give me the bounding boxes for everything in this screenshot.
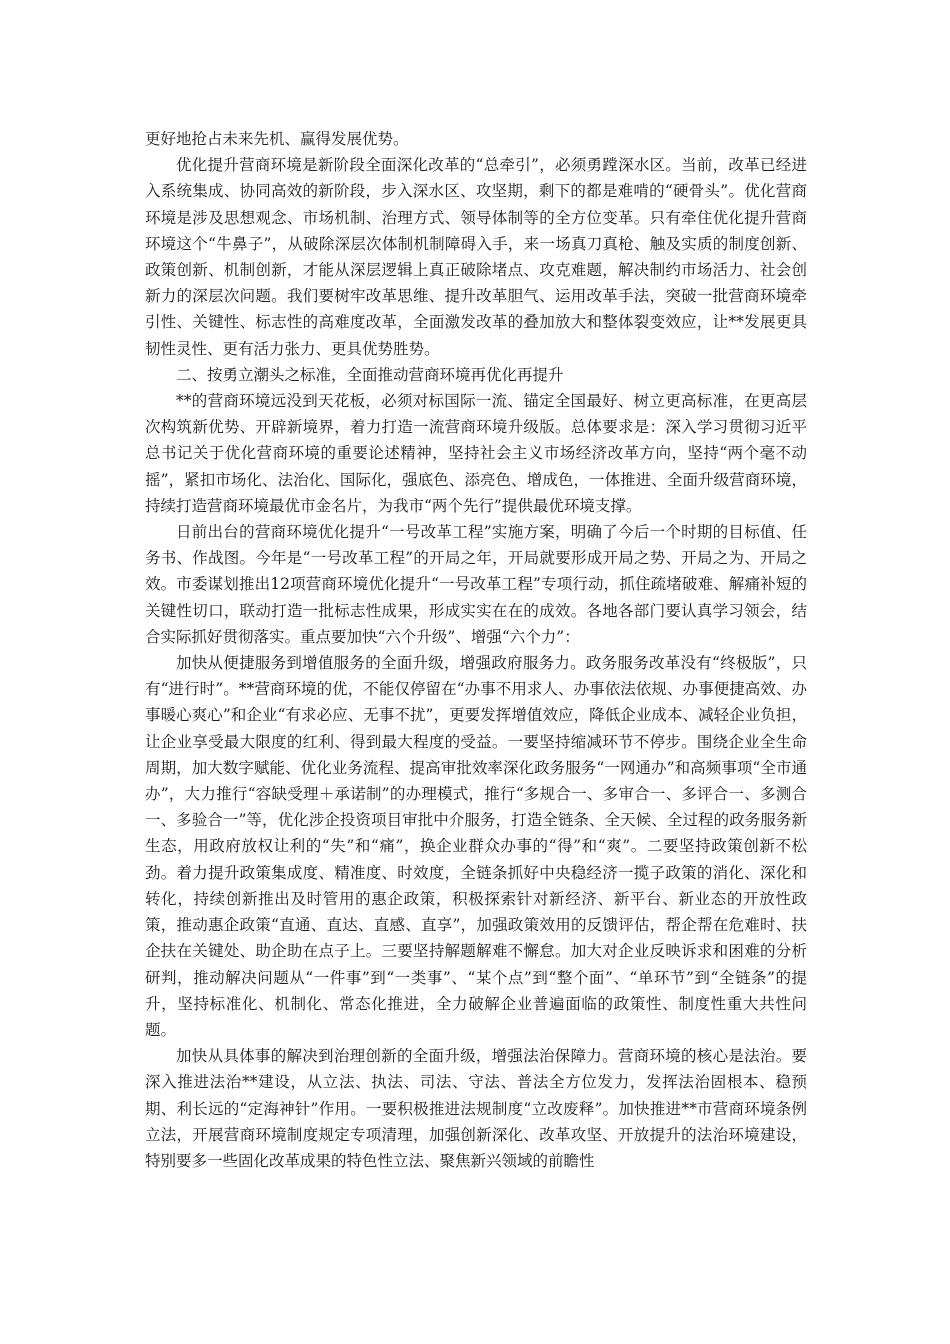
paragraph-general-requirements: **的营商环境远没到天花板，必须对标国际一流、锚定全国最好、树立更高标准，在更高层次构筑新优势、开辟新境界，着力打造一流营商环境升级版。总体要求是：深入学习贯彻习近平总书记关于优化营商环境的重要论述精神，坚持社会主义市场经济改革方向，坚持“两个毫不动摇”，紧扣市场化、法治化、国际化，强底色、添亮色、增成色，一体推进、全面升级营商环境，持续打造营商环境最优市金名片，为我市“两个先行”提供最优环境支撑。 bbox=[145, 392, 807, 515]
paragraph-rule-of-law: 加快从具体事的解决到治理创新的全面升级，增强法治保障力。营商环境的核心是法治。要深入推进法治**建设，从立法、执法、司法、守法、普法全方位发力，发挥法治固根本、稳预期、利长远的“定海神针”作用。一要积极推进法规制度“立改废释”。加快推进**市营商环境条例立法，开展营商环境制度规定专项清理，加强创新深化、改革攻坚、开放提升的法治环境建设，特别要多一些固化改革成果的特色性立法、聚焦新兴领域的前瞻性 bbox=[145, 1047, 807, 1170]
paragraph-government-service: 加快从便捷服务到增值服务的全面升级，增强政府服务力。政务服务改革没有“终极版”，只有“进行时”。**营商环境的优，不能仅停留在“办事不用求人、办事依法依规、办事便捷高效、办事暖心爽心”和企业“有求必应、无事不扰”，更要发挥增值效应，降低企业成本、减轻企业负担，让企业享受最大限度的红利、得到最大程度的受益。一要坚持缩减环节不停步。围绕企业全生命周期，加大数字赋能、优化业务流程、提高审批效率深化政务服务“一网通办”和高频事项“全市通办”，大力推行“容缺受理＋承诺制”的办理模式，推行“多规合一、多审合一、多评合一、多测合一、多验合一”等，优化涉企投资项目审批中介服务，打造全链条、全天候、全过程的政务服务新生态，用政府放权让利的“失”和“痛”，换企业群众办事的“得”和“爽”。二要坚持政策创新不松劲。着力提升政策集成度、精准度、时效度，全链条抓好中央稳经济一揽子政策的消化、深化和转化，持续创新推出及时管用的惠企政策，积极探索针对新经济、新平台、新业态的开放性政策，推动惠企政策“直通、直达、直感、直享”，加强政策效用的反馈评估，帮企帮在危难时、扶企扶在关键处、助企助在点子上。三要坚持解题解难不懈怠。加大对企业反映诉求和困难的分析研判，推动解决问题从“一件事”到“一类事”、“某个点”到“整个面”、“单环节”到“全链条”的提升，坚持标准化、机制化、常态化推进，全力破解企业普遍面临的政策性、制度性重大共性问题。 bbox=[145, 654, 807, 1039]
document-body bbox=[145, 126, 807, 1174]
paragraph-implementation-plan: 日前出台的营商环境优化提升“一号改革工程”实施方案，明确了今后一个时期的目标值、任务书、作战图。今年是“一号改革工程”的开局之年，开局就要形成开局之势、开局之为、开局之效。市委谋划推出12项营商环境优化提升“一号改革工程”专项行动，抓住疏堵破难、解痛补短的关键性切口，联动打造一批标志性成果，形成实实在在的成效。各地各部门要认真学习领会，结合实际抓好贯彻落实。重点要加快“六个升级”、增强“六个力”： bbox=[145, 523, 807, 646]
paragraph-continuation: 更好地抢占未来先机、赢得发展优势。 bbox=[145, 130, 409, 148]
paragraph-reform-traction: 优化提升营商环境是新阶段全面深化改革的“总牵引”，必须勇蹚深水区。当前，改革已经进入系统集成、协同高效的新阶段，步入深水区、攻坚期，剩下的都是难啃的“硬骨头”。优化营商环境是涉及思想观念、市场机制、治理方式、领导体制等的全方位变革。只有牵住优化提升营商环境这个“牛鼻子”，从破除深层次体制机制障碍入手，来一场真刀真枪、触及实质的制度创新、政策创新、机制创新，才能从深层逻辑上真正破除堵点、攻克难题，解决制约市场活力、社会创新力的深层次问题。我们要树牢改革思维、提升改革胆气、运用改革手法，突破一批营商环境牵引性、关键性、标志性的高难度改革，全面激发改革的叠加放大和整体裂变效应，让**发展更具韧性灵性、更有活力张力、更具优势胜势。 bbox=[145, 156, 807, 358]
section-heading-two: 二、按勇立潮头之标准，全面推动营商环境再优化再提升 bbox=[176, 365, 564, 384]
